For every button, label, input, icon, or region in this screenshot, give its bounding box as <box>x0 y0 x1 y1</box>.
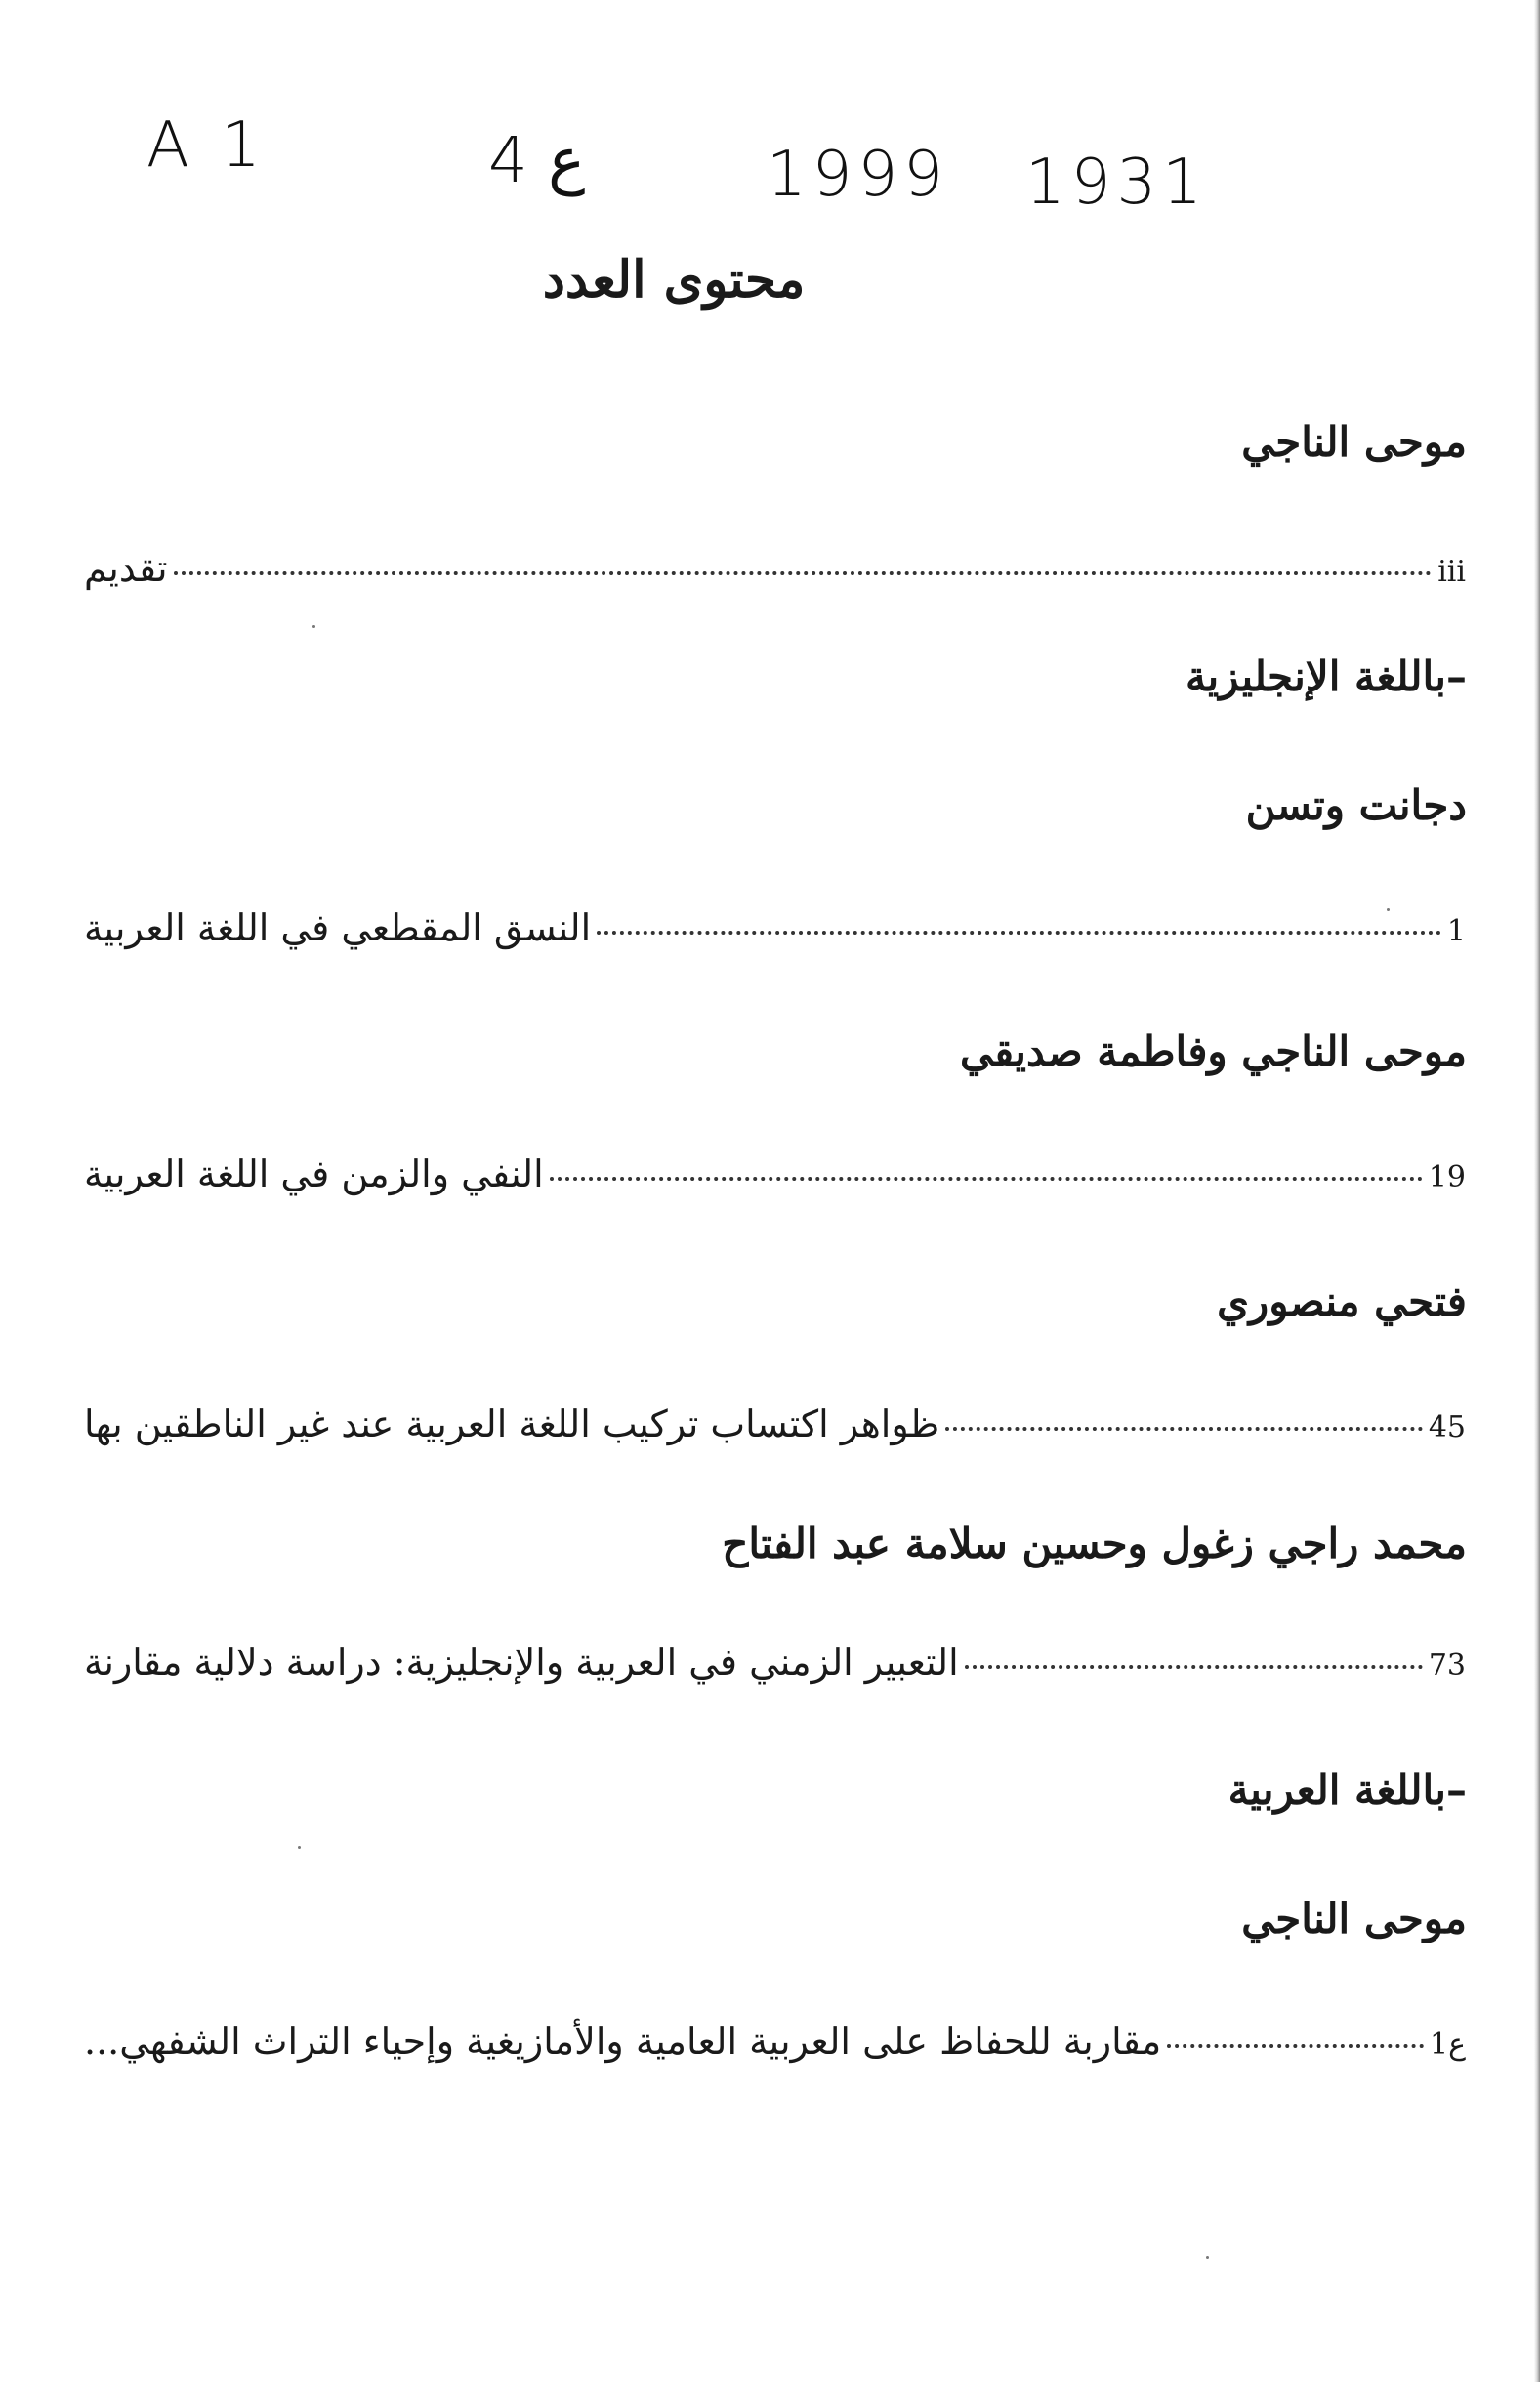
scan-speck <box>1387 908 1390 911</box>
page-number: 45 <box>1428 1410 1466 1444</box>
leader-dots <box>1167 2044 1424 2048</box>
section-heading: –باللغة العربية <box>1228 1766 1467 1814</box>
toc-entry[interactable] <box>78 2020 1470 2076</box>
leader-dots <box>550 1177 1423 1181</box>
entry-title: تقديم <box>84 547 168 590</box>
page-number: ع1 <box>1430 2027 1466 2062</box>
entry-title: النفي والزمن في اللغة العربية <box>84 1152 544 1195</box>
entry-title: ظواهر اكتساب تركيب اللغة العربية عند غير الناطقين بها <box>84 1402 940 1445</box>
toc-entry[interactable] <box>78 906 1470 963</box>
author-heading: فتحي منصوري <box>1217 1277 1467 1325</box>
leader-dots <box>174 571 1433 575</box>
scan-speck <box>298 1846 301 1849</box>
section-heading: –باللغة الإنجليزية <box>1186 652 1467 700</box>
handwritten-a1: A 1 <box>146 109 267 182</box>
page-number: 73 <box>1428 1649 1466 1683</box>
author-heading: محمد راجي زغول وحسين سلامة عبد الفتاح <box>722 1520 1467 1567</box>
toc-entry[interactable] <box>78 1152 1470 1209</box>
handwritten-volume: 4 ع <box>488 125 586 197</box>
author-heading: موحى الناجي <box>1241 1895 1467 1943</box>
entry-title: التعبير الزمني في العربية والإنجليزية: دراسة دلالية مقارنة <box>84 1641 959 1684</box>
entry-title: النسق المقطعي في اللغة العربية <box>84 906 592 949</box>
toc-entry[interactable] <box>78 1641 1470 1697</box>
handwritten-year: 1999 <box>767 139 949 211</box>
toc-entry[interactable] <box>78 1402 1470 1459</box>
author-heading: دجانت وتسن <box>1245 781 1467 829</box>
page-number: iii <box>1437 555 1466 589</box>
leader-dots <box>965 1665 1423 1669</box>
scan-edge <box>1534 0 1540 2382</box>
page-number: 19 <box>1428 1160 1466 1194</box>
handwritten-code: 1931 <box>1025 146 1208 219</box>
page-number: 1 <box>1446 914 1466 948</box>
leader-dots <box>945 1427 1423 1431</box>
toc-entry[interactable] <box>78 547 1470 604</box>
page-title: محتوى العدد <box>542 250 806 310</box>
scan-speck <box>1206 2256 1209 2259</box>
entry-title: مقاربة للحفاظ على العربية العامية والأمازيغية وإحياء التراث الشفهي... <box>84 2020 1162 2063</box>
leader-dots <box>597 931 1441 935</box>
author-heading: موحى الناجي وفاطمة صديقي <box>960 1027 1467 1075</box>
scan-speck <box>312 625 315 628</box>
author-heading: موحى الناجي <box>1241 418 1467 466</box>
